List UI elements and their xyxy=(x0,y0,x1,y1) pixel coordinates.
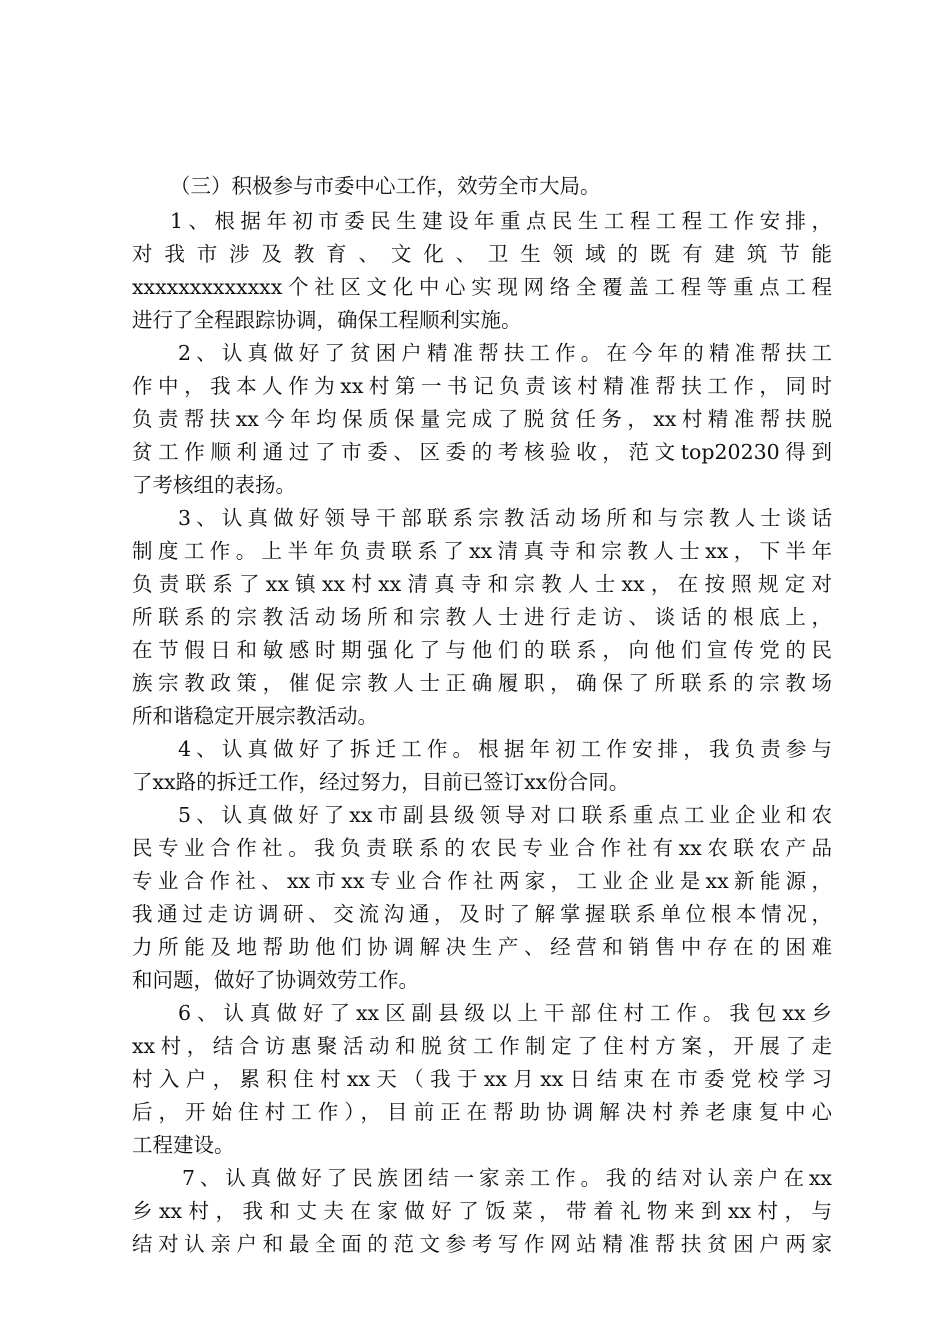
paragraph-7-line-2: 乡xx村，我和丈夫在家做好了饭菜，带着礼物来到xx村，与 xyxy=(132,1199,832,1223)
paragraph-7-line-3: 结对认亲户和最全面的范文参考写作网站精准帮扶贫困户两家 xyxy=(132,1232,832,1256)
paragraph-6-line-3: 村入户，累积住村xx天（我于xx月xx日结束在市委党校学习 xyxy=(132,1067,832,1091)
paragraph-5-line-4: 我通过走访调研、交流沟通，及时了解掌握联系单位根本情况， xyxy=(132,902,832,926)
section-heading: （三）积极参与市委中心工作，效劳全市大局。 xyxy=(170,174,601,198)
paragraph-2-line-3: 负责帮扶xx今年均保质保量完成了脱贫任务，xx村精准帮扶脱 xyxy=(132,407,832,431)
paragraph-2-line-5: 了考核组的表扬。 xyxy=(132,473,296,497)
paragraph-5-line-2: 民专业合作社。我负责联系的农民专业合作社有xx农联农产品 xyxy=(132,836,832,860)
paragraph-6-line-4: 后，开始住村工作），目前正在帮助协调解决村养老康复中心 xyxy=(132,1100,832,1124)
paragraph-7-line-1: 7、认真做好了民族团结一家亲工作。我的结对认亲户在xx xyxy=(182,1166,832,1190)
paragraph-3-line-6: 族宗教政策，催促宗教人士正确履职，确保了所联系的宗教场 xyxy=(132,671,832,695)
paragraph-1-line-4: 进行了全程跟踪协调，确保工程顺利实施。 xyxy=(132,308,522,332)
paragraph-2-line-4: 贫工作顺利通过了市委、区委的考核验收，范文top20230得到 xyxy=(132,440,832,464)
paragraph-3-line-5: 在节假日和敏感时期强化了与他们的联系，向他们宣传党的民 xyxy=(132,638,832,662)
paragraph-4-line-1: 4、认真做好了拆迁工作。根据年初工作安排，我负责参与 xyxy=(178,737,832,761)
paragraph-6-line-5: 工程建设。 xyxy=(132,1133,235,1157)
paragraph-3-line-3: 负责联系了xx镇xx村xx清真寺和宗教人士xx，在按照规定对 xyxy=(132,572,832,596)
paragraph-3-line-4: 所联系的宗教活动场所和宗教人士进行走访、谈话的根底上， xyxy=(132,605,832,629)
paragraph-6-line-2: xx村，结合访惠聚活动和脱贫工作制定了住村方案，开展了走 xyxy=(132,1034,832,1058)
paragraph-3-line-2: 制度工作。上半年负责联系了xx清真寺和宗教人士xx，下半年 xyxy=(132,539,832,563)
paragraph-3-line-7: 所和谐稳定开展宗教活动。 xyxy=(132,704,378,728)
paragraph-4-line-2: 了xx路的拆迁工作，经过努力，目前已签订xx份合同。 xyxy=(132,770,630,794)
paragraph-3-line-1: 3、认真做好领导干部联系宗教活动场所和与宗教人士谈话 xyxy=(178,506,832,530)
paragraph-2-line-2: 作中，我本人作为xx村第一书记负责该村精准帮扶工作，同时 xyxy=(132,374,832,398)
paragraph-6-line-1: 6、认真做好了xx区副县级以上干部住村工作。我包xx乡 xyxy=(178,1001,832,1025)
paragraph-1-line-2: 对我市涉及教育、文化、卫生领域的既有建筑节能 xyxy=(132,242,832,266)
paragraph-5-line-3: 专业合作社、xx市xx专业合作社两家，工业企业是xx新能源， xyxy=(132,869,832,893)
paragraph-1-line-3: xxxxxxxxxxxxx个社区文化中心实现网络全覆盖工程等重点工程 xyxy=(132,275,832,299)
paragraph-5-line-1: 5、认真做好了xx市副县级领导对口联系重点工业企业和农 xyxy=(178,803,832,827)
paragraph-5-line-5: 力所能及地帮助他们协调解决生产、经营和销售中存在的困难 xyxy=(132,935,832,959)
paragraph-5-line-6: 和问题，做好了协调效劳工作。 xyxy=(132,968,419,992)
paragraph-2-line-1: 2、认真做好了贫困户精准帮扶工作。在今年的精准帮扶工 xyxy=(178,341,832,365)
paragraph-1-line-1: 1、根据年初市委民生建设年重点民生工程工程工作安排， xyxy=(170,209,832,233)
